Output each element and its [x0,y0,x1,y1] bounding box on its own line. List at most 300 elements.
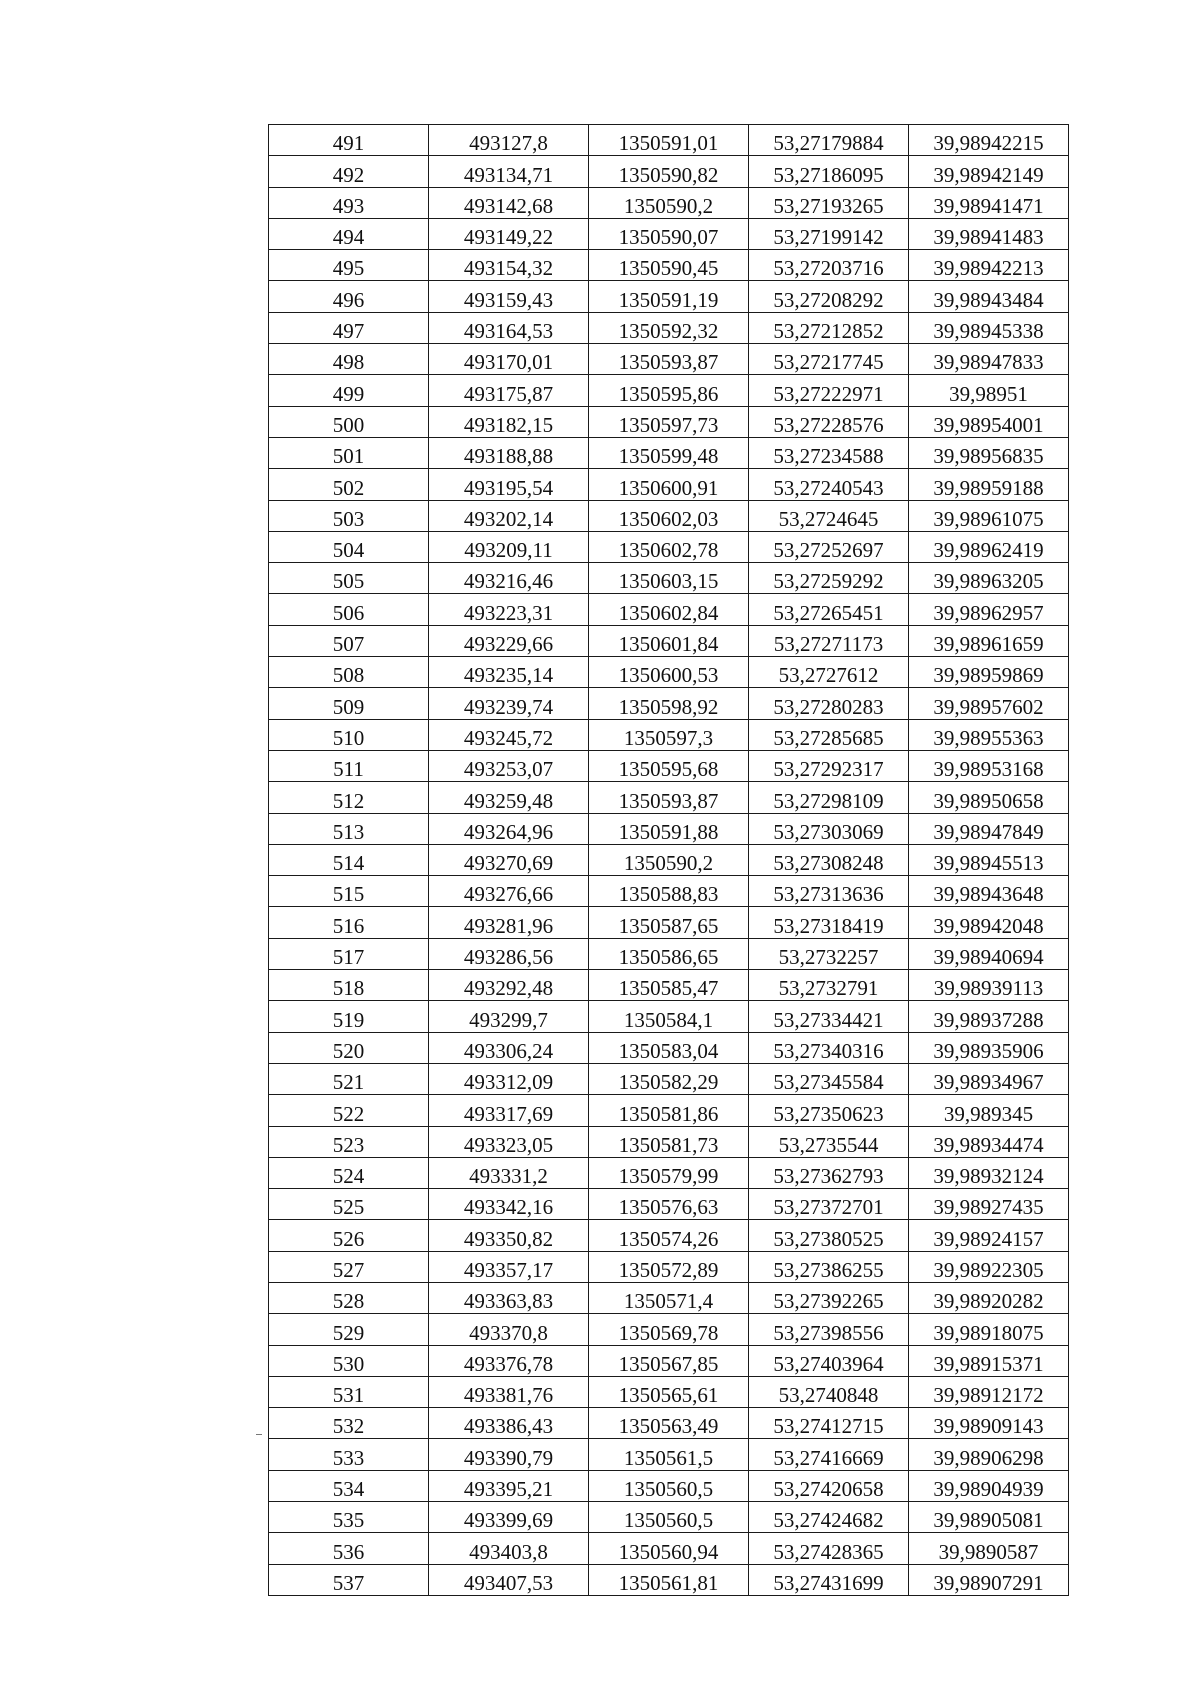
cell-text: 1350586,65 [618,945,719,970]
point-number-cell [269,1439,429,1470]
cell-text: 531 [332,1383,365,1408]
x-coordinate-cell [429,1470,589,1501]
cell-text: 39,98962957 [933,600,1044,625]
longitude-cell [909,907,1069,938]
x-coordinate-cell [429,531,589,562]
latitude-cell [749,594,909,625]
cell-text: 523 [332,1132,365,1157]
cell-text: 493142,68 [463,193,554,218]
cell-text: 53,27380525 [773,1226,884,1251]
x-coordinate-cell [429,1189,589,1220]
point-number-cell [269,156,429,187]
cell-text: 39,98942048 [933,913,1044,938]
table-row [269,500,1069,531]
x-coordinate-cell [429,1408,589,1439]
table-row [269,437,1069,468]
cell-text: 494 [332,225,365,250]
y-coordinate-cell [589,625,749,656]
cell-text: 39,98963205 [933,569,1044,594]
x-coordinate-cell [429,312,589,343]
x-coordinate-cell [429,1001,589,1032]
x-coordinate-cell [429,1345,589,1376]
cell-text: 508 [332,663,365,688]
cell-text: 493390,79 [463,1445,554,1470]
cell-text: 1350590,2 [623,193,714,218]
longitude-cell [909,156,1069,187]
point-number-cell [269,1251,429,1282]
cell-text: 525 [332,1195,365,1220]
point-number-cell [269,844,429,875]
cell-text: 521 [332,1070,365,1095]
cell-text: 1350582,29 [618,1070,719,1095]
x-coordinate-cell [429,1251,589,1282]
cell-text: 493 [332,193,365,218]
cell-text: 53,27217745 [773,350,884,375]
x-coordinate-cell [429,344,589,375]
cell-text: 39,98939113 [933,976,1044,1001]
x-coordinate-cell [429,250,589,281]
cell-text: 53,27203716 [773,256,884,281]
y-coordinate-cell [589,563,749,594]
cell-text: 1350583,04 [618,1038,719,1063]
y-coordinate-cell [589,1282,749,1313]
table-row [269,1157,1069,1188]
x-coordinate-cell [429,469,589,500]
y-coordinate-cell [589,657,749,688]
cell-text: 53,27308248 [773,851,884,876]
x-coordinate-cell [429,1095,589,1126]
x-coordinate-cell [429,125,589,156]
cell-text: 493350,82 [463,1226,554,1251]
cell-text: 1350599,48 [618,444,719,469]
cell-text: 1350591,19 [618,287,719,312]
y-coordinate-cell [589,437,749,468]
y-coordinate-cell [589,1063,749,1094]
cell-text: 53,27403964 [773,1351,884,1376]
latitude-cell [749,813,909,844]
cell-text: 1350560,5 [623,1477,714,1502]
cell-text: 1350591,01 [618,131,719,156]
cell-text: 534 [332,1477,365,1502]
cell-text: 493292,48 [463,976,554,1001]
x-coordinate-cell [429,782,589,813]
cell-text: 510 [332,725,365,750]
table-row [269,1439,1069,1470]
table-row [269,1063,1069,1094]
cell-text: 493216,46 [463,569,554,594]
x-coordinate-cell [429,938,589,969]
cell-text: 512 [332,788,365,813]
latitude-cell [749,1282,909,1313]
point-number-cell [269,1095,429,1126]
x-coordinate-cell [429,1502,589,1533]
latitude-cell [749,218,909,249]
cell-text: 53,27265451 [773,600,884,625]
cell-text: 53,27313636 [773,882,884,907]
x-coordinate-cell [429,876,589,907]
coordinates-table [268,124,1069,1596]
longitude-cell [909,563,1069,594]
cell-text: 493270,69 [463,851,554,876]
cell-text: 1350591,88 [618,819,719,844]
cell-text: 53,27362793 [773,1164,884,1189]
cell-text: 1350576,63 [618,1195,719,1220]
cell-text: 53,27280283 [773,694,884,719]
cell-text: 495 [332,256,365,281]
cell-text: 507 [332,632,365,657]
point-number-cell [269,312,429,343]
cell-text: 53,27259292 [773,569,884,594]
cell-text: 39,98907291 [933,1570,1044,1595]
cell-text: 53,27303069 [773,819,884,844]
cell-text: 39,98943484 [933,287,1044,312]
cell-text: 1350595,86 [618,381,719,406]
y-coordinate-cell [589,1189,749,1220]
x-coordinate-cell [429,406,589,437]
cell-text: 493188,88 [463,444,554,469]
table-row [269,1376,1069,1407]
cell-text: 39,98927435 [933,1195,1044,1220]
cell-text: 1350561,81 [618,1570,719,1595]
cell-text: 53,2732257 [778,945,879,970]
cell-text: 39,98951 [949,381,1028,406]
point-number-cell [269,469,429,500]
cell-text: 39,98912172 [933,1383,1044,1408]
x-coordinate-cell [429,1314,589,1345]
cell-text: 39,98950658 [933,788,1044,813]
cell-text: 39,98935906 [933,1038,1044,1063]
x-coordinate-cell [429,500,589,531]
table-row [269,281,1069,312]
cell-text: 39,98918075 [933,1320,1044,1345]
cell-text: 537 [332,1570,365,1595]
cell-text: 493317,69 [463,1101,554,1126]
x-coordinate-cell [429,907,589,938]
cell-text: 493370,8 [469,1320,548,1345]
cell-text: 1350588,83 [618,882,719,907]
latitude-cell [749,1408,909,1439]
cell-text: 493149,22 [463,225,554,250]
cell-text: 39,98962419 [933,538,1044,563]
cell-text: 39,98954001 [933,412,1044,437]
point-number-cell [269,1533,429,1564]
cell-text: 39,98955363 [933,725,1044,750]
latitude-cell [749,1220,909,1251]
table-row [269,813,1069,844]
cell-text: 53,27208292 [773,287,884,312]
x-coordinate-cell [429,563,589,594]
y-coordinate-cell [589,156,749,187]
margin-mark [256,1434,262,1435]
table-row [269,1408,1069,1439]
y-coordinate-cell [589,719,749,750]
y-coordinate-cell [589,531,749,562]
cell-text: 39,98957602 [933,694,1044,719]
longitude-cell [909,750,1069,781]
cell-text: 1350597,73 [618,412,719,437]
cell-text: 1350595,68 [618,757,719,782]
y-coordinate-cell [589,1220,749,1251]
latitude-cell [749,437,909,468]
table-row [269,1032,1069,1063]
cell-text: 39,98942213 [933,256,1044,281]
point-number-cell [269,437,429,468]
cell-text: 1350569,78 [618,1320,719,1345]
cell-text: 1350602,03 [618,506,719,531]
latitude-cell [749,719,909,750]
point-number-cell [269,750,429,781]
cell-text: 39,98915371 [933,1351,1044,1376]
latitude-cell [749,907,909,938]
cell-text: 493376,78 [463,1351,554,1376]
latitude-cell [749,1126,909,1157]
cell-text: 493264,96 [463,819,554,844]
cell-text: 1350585,47 [618,976,719,1001]
cell-text: 39,98906298 [933,1445,1044,1470]
cell-text: 519 [332,1007,365,1032]
cell-text: 493127,8 [469,131,548,156]
cell-text: 1350590,2 [623,851,714,876]
cell-text: 39,98934474 [933,1132,1044,1157]
x-coordinate-cell [429,1533,589,1564]
cell-text: 493299,7 [469,1007,548,1032]
longitude-cell [909,1533,1069,1564]
table-row [269,657,1069,688]
cell-text: 505 [332,569,365,594]
y-coordinate-cell [589,594,749,625]
cell-text: 39,98959869 [933,663,1044,688]
cell-text: 39,98942215 [933,131,1044,156]
point-number-cell [269,125,429,156]
cell-text: 39,98947833 [933,350,1044,375]
x-coordinate-cell [429,750,589,781]
table-row [269,970,1069,1001]
cell-text: 39,98945513 [933,851,1044,876]
x-coordinate-cell [429,813,589,844]
table-row [269,531,1069,562]
cell-text: 493229,66 [463,632,554,657]
y-coordinate-cell [589,938,749,969]
table-row [269,719,1069,750]
x-coordinate-cell [429,156,589,187]
longitude-cell [909,1032,1069,1063]
cell-text: 493259,48 [463,788,554,813]
longitude-cell [909,469,1069,500]
point-number-cell [269,1001,429,1032]
y-coordinate-cell [589,688,749,719]
cell-text: 1350600,53 [618,663,719,688]
longitude-cell [909,1282,1069,1313]
cell-text: 493182,15 [463,412,554,437]
latitude-cell [749,1470,909,1501]
longitude-cell [909,1189,1069,1220]
cell-text: 53,27298109 [773,788,884,813]
longitude-cell [909,125,1069,156]
latitude-cell [749,938,909,969]
y-coordinate-cell [589,469,749,500]
cell-text: 503 [332,506,365,531]
point-number-cell [269,1189,429,1220]
latitude-cell [749,563,909,594]
x-coordinate-cell [429,218,589,249]
cell-text: 1350600,91 [618,475,719,500]
longitude-cell [909,782,1069,813]
cell-text: 53,27424682 [773,1508,884,1533]
cell-text: 39,98922305 [933,1257,1044,1282]
cell-text: 493164,53 [463,319,554,344]
cell-text: 1350581,73 [618,1132,719,1157]
cell-text: 39,98909143 [933,1414,1044,1439]
table-row [269,782,1069,813]
y-coordinate-cell [589,1314,749,1345]
y-coordinate-cell [589,813,749,844]
table-row [269,1533,1069,1564]
cell-text: 1350601,84 [618,632,719,657]
x-coordinate-cell [429,688,589,719]
cell-text: 1350602,84 [618,600,719,625]
longitude-cell [909,1095,1069,1126]
x-coordinate-cell [429,1439,589,1470]
longitude-cell [909,1126,1069,1157]
cell-text: 53,27318419 [773,913,884,938]
cell-text: 53,27398556 [773,1320,884,1345]
cell-text: 493342,16 [463,1195,554,1220]
table-row [269,187,1069,218]
cell-text: 493363,83 [463,1289,554,1314]
x-coordinate-cell [429,625,589,656]
cell-text: 528 [332,1289,365,1314]
cell-text: 1350565,61 [618,1383,719,1408]
longitude-cell [909,876,1069,907]
table-row [269,1189,1069,1220]
latitude-cell [749,1251,909,1282]
cell-text: 53,27228576 [773,412,884,437]
longitude-cell [909,657,1069,688]
cell-text: 1350590,45 [618,256,719,281]
y-coordinate-cell [589,1564,749,1595]
point-number-cell [269,876,429,907]
latitude-cell [749,1439,909,1470]
cell-text: 493306,24 [463,1038,554,1063]
point-number-cell [269,938,429,969]
point-number-cell [269,1314,429,1345]
table-row [269,312,1069,343]
table-row [269,907,1069,938]
cell-text: 53,27222971 [773,381,884,406]
point-number-cell [269,970,429,1001]
table-row [269,1345,1069,1376]
table-row [269,1314,1069,1345]
point-number-cell [269,907,429,938]
table-row [269,469,1069,500]
cell-text: 520 [332,1038,365,1063]
table-row [269,844,1069,875]
cell-text: 493170,01 [463,350,554,375]
cell-text: 53,27193265 [773,193,884,218]
cell-text: 513 [332,819,365,844]
latitude-cell [749,782,909,813]
point-number-cell [269,250,429,281]
longitude-cell [909,1314,1069,1345]
cell-text: 53,2740848 [778,1383,879,1408]
table-row [269,688,1069,719]
cell-text: 53,27179884 [773,131,884,156]
table-row [269,344,1069,375]
y-coordinate-cell [589,125,749,156]
cell-text: 502 [332,475,365,500]
cell-text: 39,98953168 [933,757,1044,782]
table-row [269,1282,1069,1313]
longitude-cell [909,1470,1069,1501]
y-coordinate-cell [589,500,749,531]
point-number-cell [269,813,429,844]
point-number-cell [269,1564,429,1595]
x-coordinate-cell [429,970,589,1001]
table-row [269,1470,1069,1501]
cell-text: 53,27234588 [773,444,884,469]
cell-text: 501 [332,444,365,469]
cell-text: 53,27340316 [773,1038,884,1063]
cell-text: 515 [332,882,365,907]
latitude-cell [749,500,909,531]
y-coordinate-cell [589,1032,749,1063]
cell-text: 53,27271173 [773,632,884,657]
x-coordinate-cell [429,437,589,468]
cell-text: 532 [332,1414,365,1439]
cell-text: 53,27372701 [773,1195,884,1220]
latitude-cell [749,187,909,218]
cell-text: 1350603,15 [618,569,719,594]
cell-text: 53,27345584 [773,1070,884,1095]
cell-text: 493407,53 [463,1570,554,1595]
cell-text: 1350593,87 [618,788,719,813]
latitude-cell [749,469,909,500]
cell-text: 39,98904939 [933,1477,1044,1502]
point-number-cell [269,1126,429,1157]
cell-text: 530 [332,1351,365,1376]
x-coordinate-cell [429,1220,589,1251]
cell-text: 491 [332,131,365,156]
longitude-cell [909,719,1069,750]
latitude-cell [749,657,909,688]
cell-text: 1350597,3 [623,725,714,750]
cell-text: 39,98959188 [933,475,1044,500]
table-row [269,406,1069,437]
cell-text: 39,98942149 [933,162,1044,187]
cell-text: 53,27212852 [773,319,884,344]
cell-text: 516 [332,913,365,938]
cell-text: 53,27431699 [773,1570,884,1595]
y-coordinate-cell [589,1502,749,1533]
cell-text: 39,98941471 [933,193,1044,218]
cell-text: 39,98940694 [933,945,1044,970]
cell-text: 518 [332,976,365,1001]
cell-text: 535 [332,1508,365,1533]
table-row [269,125,1069,156]
longitude-cell [909,1157,1069,1188]
longitude-cell [909,1439,1069,1470]
longitude-cell [909,375,1069,406]
longitude-cell [909,500,1069,531]
longitude-cell [909,187,1069,218]
cell-text: 53,2724645 [778,506,879,531]
point-number-cell [269,218,429,249]
cell-text: 39,98920282 [933,1289,1044,1314]
latitude-cell [749,1502,909,1533]
point-number-cell [269,1063,429,1094]
latitude-cell [749,281,909,312]
cell-text: 493403,8 [469,1539,548,1564]
